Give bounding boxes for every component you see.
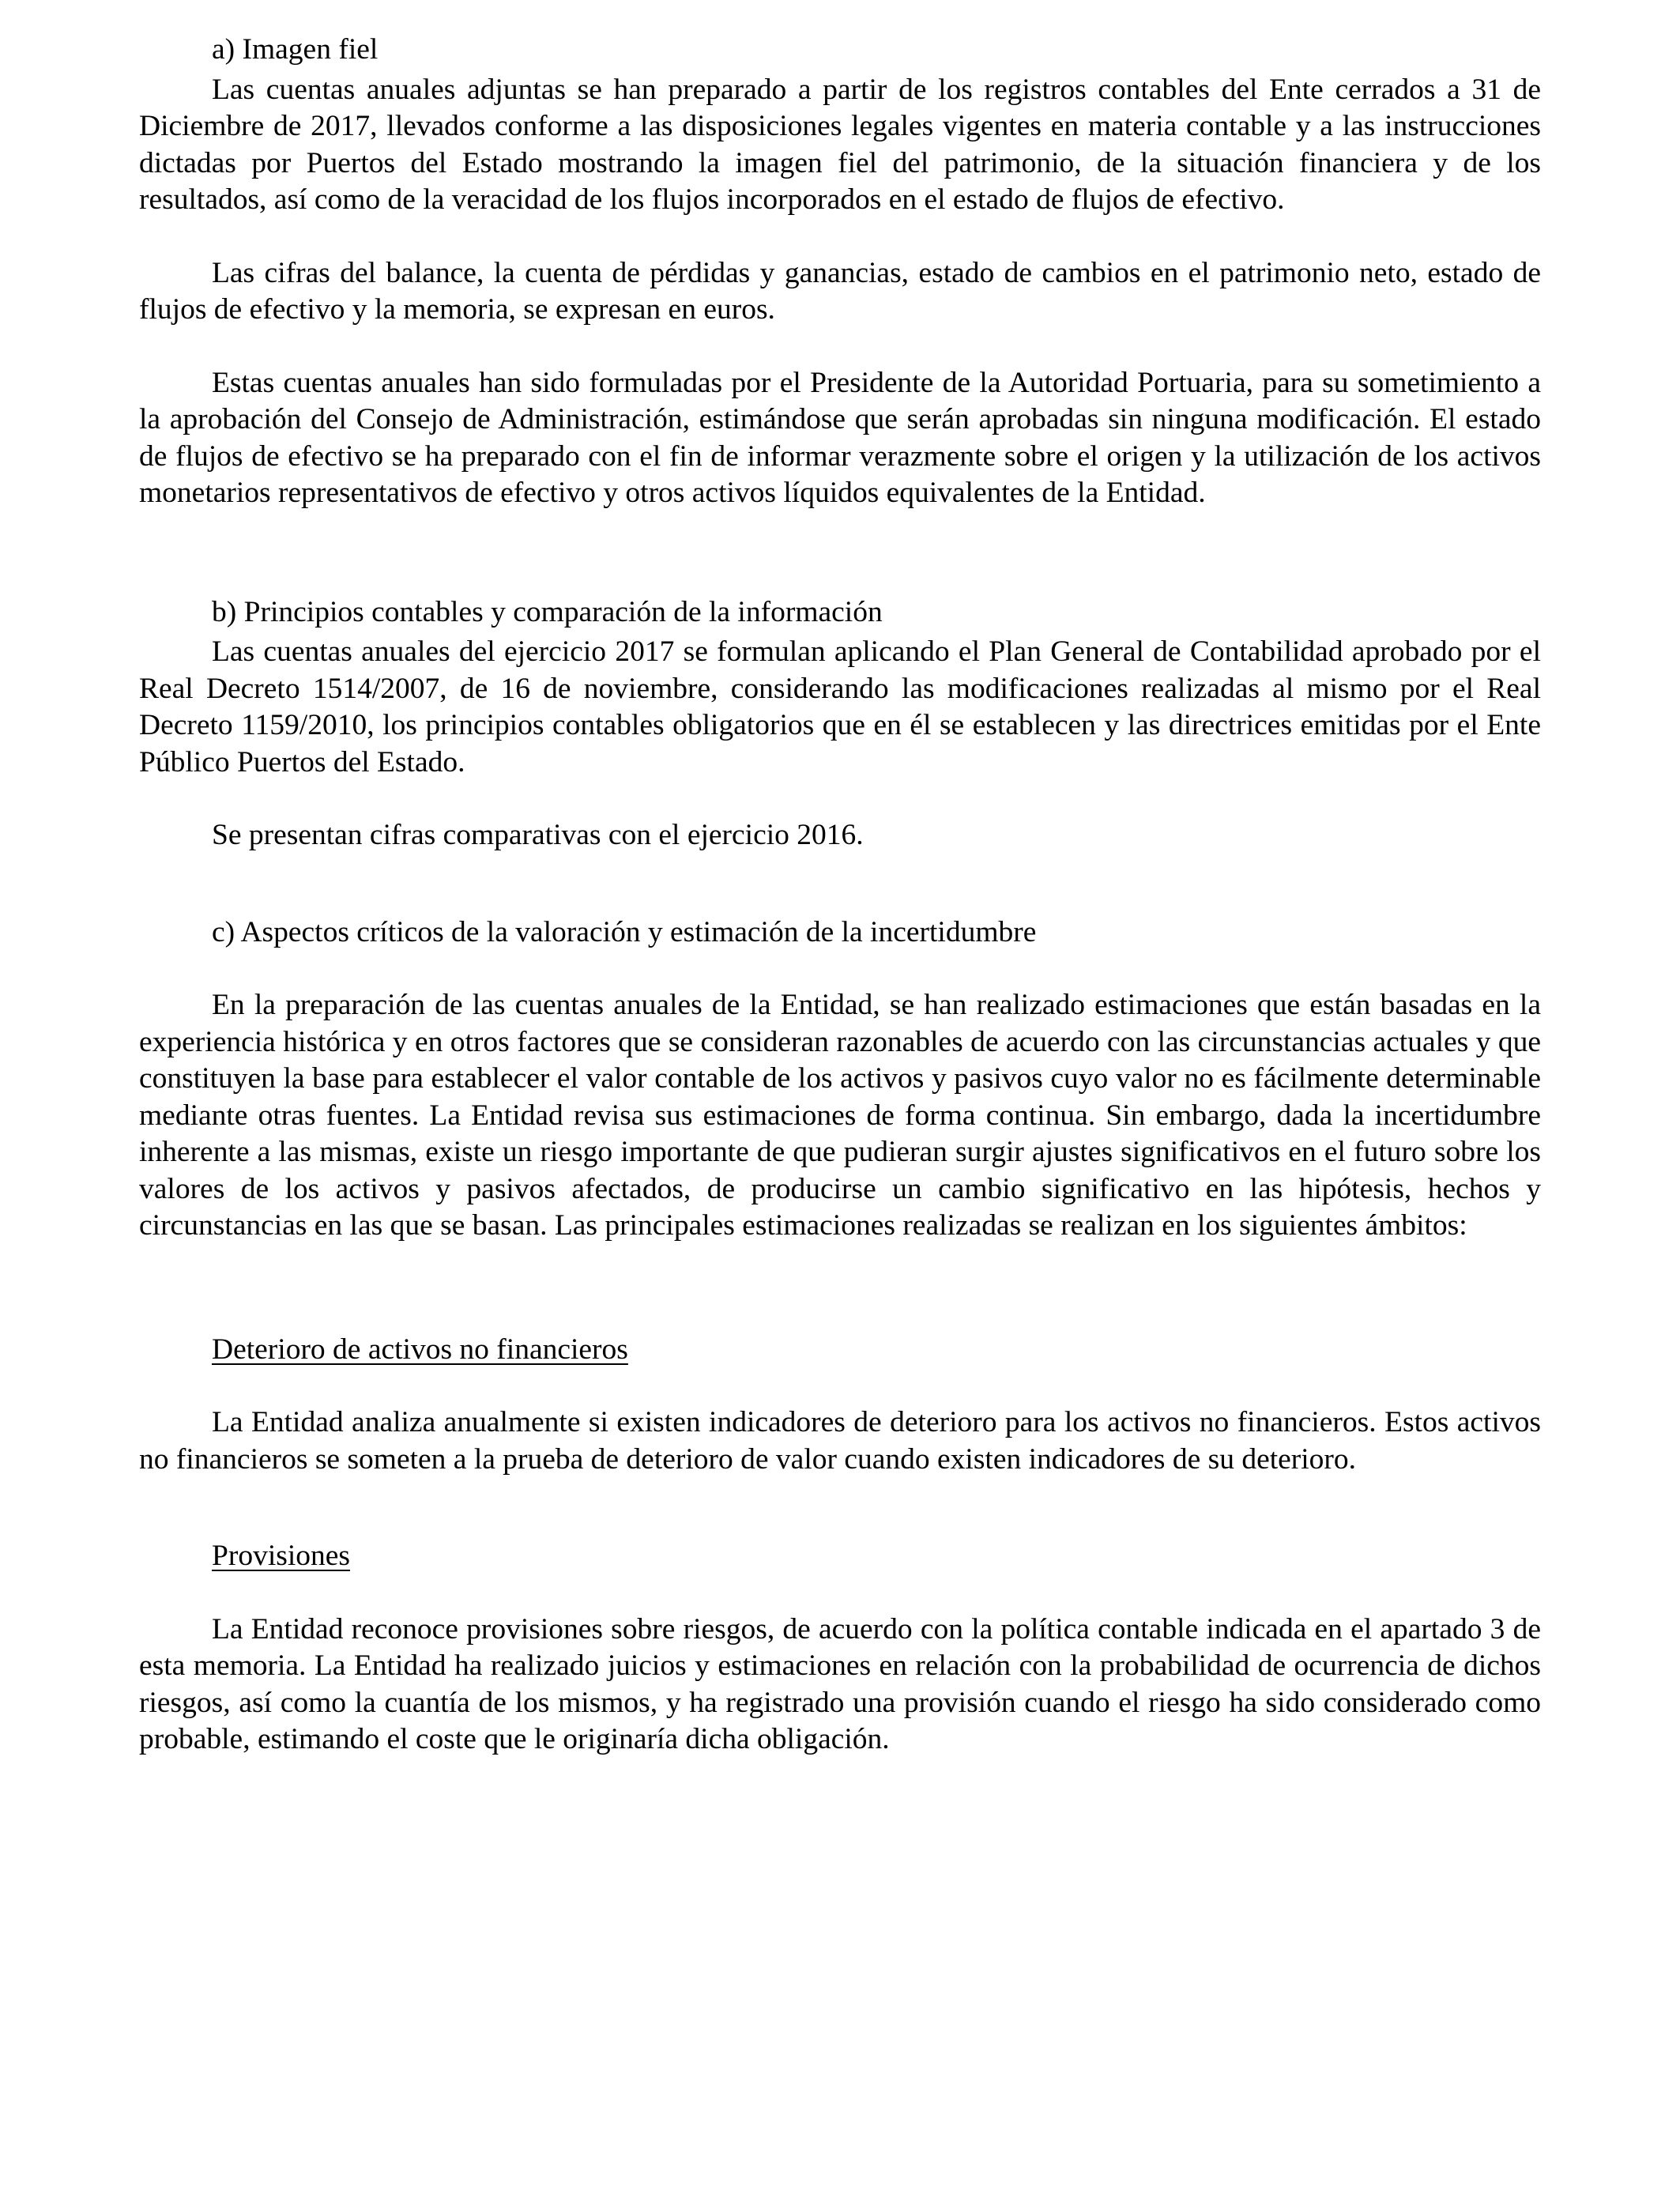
section-a-paragraph-2: Las cifras del balance, la cuenta de pérdidas y ganancias, estado de cambios en el patrimonio neto, estado de flujos de efectivo y la memoria, se expresan en euros.: [139, 256, 1541, 326]
section-b-paragraph-2: Se presentan cifras comparativas con el ejercicio 2016.: [212, 819, 864, 851]
section-b-paragraph-1: Las cuentas anuales del ejercicio 2017 se formulan aplicando el Plan General de Contabilidad aprobado por el Real Decreto 1514/2007, de 16 de noviembre, considerando las modificaciones realizadas al mismo por el Real Decreto 1159/2010, los principios contables obligatorios que en él se establecen y las directrices emitidas por el Ente Público Puertos del Estado.: [139, 635, 1541, 778]
deterioro-heading: Deterioro de activos no financieros: [212, 1333, 628, 1366]
section-c-heading: c) Aspectos críticos de la valoración y estimación de la incertidumbre: [212, 915, 1037, 948]
provisiones-paragraph-1: La Entidad reconoce provisiones sobre riesgos, de acuerdo con la política contable indicada en el apartado 3 de esta memoria. La Entidad ha realizado juicios y estimaciones en relación con la probabilidad de ocurrencia de dichos riesgos, así como la cuantía de los mismos, y ha registrado una provisión cuando el riesgo ha sido considerado como probable, estimando el coste que le originaría dicha obligación.: [139, 1612, 1541, 1755]
section-a-heading: a) Imagen fiel: [212, 33, 379, 66]
section-b-heading: b) Principios contables y comparación de la información: [212, 595, 883, 628]
provisiones-heading: Provisiones: [212, 1540, 351, 1572]
section-a-paragraph-1: Las cuentas anuales adjuntas se han preparado a partir de los registros contables del Ente cerrados a 31 de Diciembre de 2017, llevados conforme a las disposiciones legales vigentes en materia contable y a las instrucciones dictadas por Puertos del Estado mostrando la imagen fiel del patrimonio, de la situación financiera y de los resultados, así como de la veracidad de los flujos incorporados en el estado de flujos de efectivo.: [139, 73, 1541, 216]
deterioro-paragraph-1: La Entidad analiza anualmente si existen indicadores de deterioro para los activos no financieros. Estos activos no financieros se someten a la prueba de deterioro de valor cuando existen indicadores de su deterioro.: [139, 1406, 1541, 1476]
section-c-paragraph-1: En la preparación de las cuentas anuales de la Entidad, se han realizado estimaciones que están basadas en la experiencia histórica y en otros factores que se consideran razonables de acuerdo con las circunstancias actuales y que constituyen la base para establecer el valor contable de los activos y pasivos cuyo valor no es fácilmente determinable mediante otras fuentes. La Entidad revisa sus estimaciones de forma continua. Sin embargo, dada la incertidumbre inherente a las mismas, existe un riesgo importante de que pudieran surgir ajustes significativos en el futuro sobre los valores de los activos y pasivos afectados, de producirse un cambio significativo en las hipótesis, hechos y circunstancias en las que se basan. Las principales estimaciones realizadas se realizan en los siguientes ámbitos:: [139, 989, 1541, 1242]
section-a-paragraph-3: Estas cuentas anuales han sido formuladas por el Presidente de la Autoridad Portuaria, para su sometimiento a la aprobación del Consejo de Administración, estimándose que serán aprobadas sin ninguna modificación. El estado de flujos de efectivo se ha preparado con el fin de informar verazmente sobre el origen y la utilización de los activos monetarios representativos de efectivo y otros activos líquidos equivalentes de la Entidad.: [139, 366, 1541, 509]
